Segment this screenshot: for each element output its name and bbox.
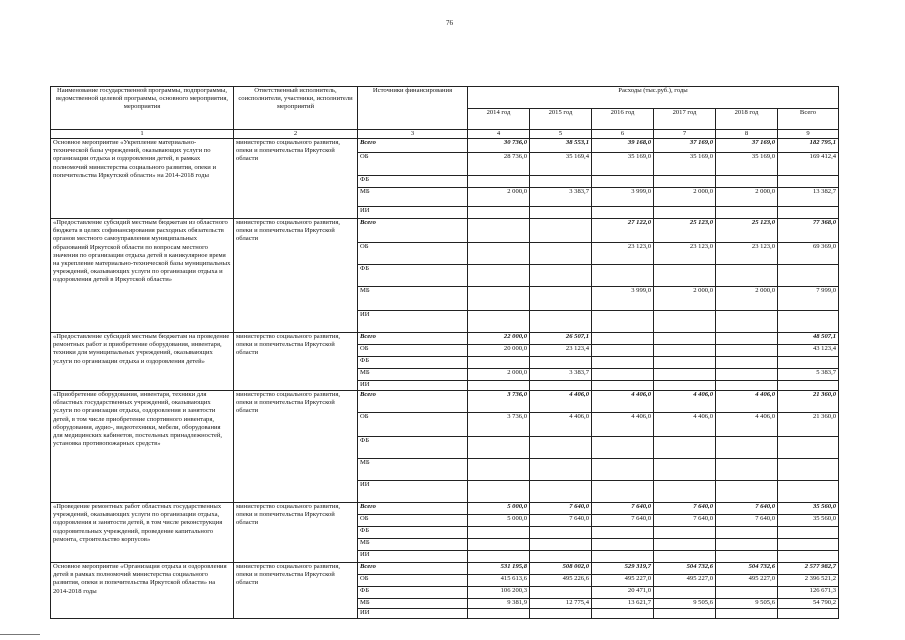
year-value-cell (654, 587, 716, 599)
year-value-cell: 37 169,0 (716, 139, 778, 153)
total-value-cell (778, 265, 839, 287)
year-value-cell (716, 265, 778, 287)
executor-name: министерство социального развития, опеки и попечительства Иркутской области (234, 333, 358, 391)
year-value-cell: 3 736,0 (468, 391, 530, 413)
total-value-cell: 2 396 521,2 (778, 575, 839, 587)
funding-source: ФБ (358, 587, 468, 599)
funding-source: ОБ (358, 515, 468, 527)
year-value-cell (592, 527, 654, 539)
year-value-cell (716, 459, 778, 481)
year-value-cell: 7 640,0 (592, 503, 654, 515)
year-value-cell (530, 381, 592, 391)
year-value-cell (716, 551, 778, 563)
year-value-cell: 35 169,0 (654, 153, 716, 176)
column-number: 8 (716, 130, 778, 139)
table-row (51, 139, 839, 153)
year-value-cell: 7 640,0 (654, 515, 716, 527)
total-value-cell: 35 560,0 (778, 515, 839, 527)
funding-source: ОБ (358, 413, 468, 437)
year-value-cell (654, 357, 716, 369)
year-value-cell (654, 609, 716, 619)
year-value-cell: 495 226,6 (530, 575, 592, 587)
year-value-cell: 2 000,0 (654, 188, 716, 207)
year-value-cell: 3 999,0 (592, 188, 654, 207)
column-number: 3 (358, 130, 468, 139)
year-value-cell (654, 527, 716, 539)
year-value-cell: 4 406,0 (716, 391, 778, 413)
year-value-cell (530, 287, 592, 311)
funding-source: МБ (358, 459, 468, 481)
funding-source: Всего (358, 333, 468, 345)
total-value-cell: 7 999,0 (778, 287, 839, 311)
year-value-cell (530, 219, 592, 243)
year-value-cell (468, 243, 530, 265)
year-value-cell (654, 481, 716, 503)
year-value-cell: 7 640,0 (716, 503, 778, 515)
year-value-cell: 3 383,7 (530, 188, 592, 207)
total-value-cell (778, 609, 839, 619)
year-value-cell (592, 381, 654, 391)
total-value-cell: 54 790,2 (778, 599, 839, 609)
activity-name: Основное мероприятие «Организация отдыха и оздоровления детей в рамках полномочий министерства социального развития, опеки и попечительства Иркутской области» на 2014-2018 годы (51, 563, 234, 619)
year-value-cell (530, 481, 592, 503)
year-value-cell (592, 459, 654, 481)
year-value-cell (468, 539, 530, 551)
header-source: Источники финансирования (358, 87, 468, 130)
year-value-cell (654, 459, 716, 481)
year-value-cell: 5 000,0 (468, 515, 530, 527)
table-row (51, 563, 839, 575)
total-value-cell: 43 123,4 (778, 345, 839, 357)
column-number: 2 (234, 130, 358, 139)
year-value-cell: 495 227,0 (716, 575, 778, 587)
year-value-cell: 7 640,0 (654, 503, 716, 515)
funding-source: МБ (358, 539, 468, 551)
year-value-cell (530, 357, 592, 369)
header-year: 2016 год (592, 109, 654, 130)
year-value-cell (654, 333, 716, 345)
executor-name: министерство социального развития, опеки и попечительства Иркутской области (234, 391, 358, 503)
year-value-cell: 2 000,0 (716, 287, 778, 311)
year-value-cell: 20 000,0 (468, 345, 530, 357)
page-number: 76 (446, 19, 453, 27)
funding-source: Всего (358, 503, 468, 515)
year-value-cell: 495 227,0 (592, 575, 654, 587)
total-value-cell: 35 560,0 (778, 503, 839, 515)
year-value-cell (592, 437, 654, 459)
funding-source: Всего (358, 563, 468, 575)
year-value-cell (592, 333, 654, 345)
funding-source: Всего (358, 391, 468, 413)
year-value-cell (592, 345, 654, 357)
total-value-cell (778, 459, 839, 481)
year-value-cell: 4 406,0 (654, 413, 716, 437)
year-value-cell: 4 406,0 (654, 391, 716, 413)
year-value-cell (654, 265, 716, 287)
page-edge-line (0, 634, 40, 635)
year-value-cell (716, 437, 778, 459)
year-value-cell: 3 999,0 (592, 287, 654, 311)
year-value-cell: 22 000,0 (468, 333, 530, 345)
activity-name: «Предоставление субсидий местным бюджетам из областного бюджета в целях софинансирования расходных обязательств органов местного самоуправления муниципальных образований Иркутской области по вопросам местного значения по организации отдыха детей в каникулярное время на укрепление материально-технической базы муниципальных учреждений, оказывающих услуги по организации отдыха и оздоровления детей в Иркутской области» (51, 219, 234, 333)
year-value-cell (592, 609, 654, 619)
year-value-cell (468, 311, 530, 333)
year-value-cell: 2 000,0 (468, 188, 530, 207)
funding-source: ФБ (358, 357, 468, 369)
year-value-cell: 12 775,4 (530, 599, 592, 609)
column-number: 4 (468, 130, 530, 139)
year-value-cell (468, 459, 530, 481)
year-value-cell (592, 176, 654, 188)
year-value-cell: 2 000,0 (716, 188, 778, 207)
total-value-cell (778, 176, 839, 188)
header-expenses: Расходы (тыс.руб.), годы (468, 87, 839, 109)
year-value-cell: 25 123,0 (654, 219, 716, 243)
total-value-cell: 169 412,4 (778, 153, 839, 176)
year-value-cell (654, 381, 716, 391)
year-value-cell: 35 169,0 (716, 153, 778, 176)
header-total: Всего (778, 109, 839, 130)
total-value-cell: 69 369,0 (778, 243, 839, 265)
year-value-cell: 23 123,0 (716, 243, 778, 265)
year-value-cell (530, 437, 592, 459)
year-value-cell: 38 553,1 (530, 139, 592, 153)
activity-name: «Приобретение оборудования, инвентаря, техники для областных государственных учреждений, оказывающих услуги по организации отдыха, оздоровления и занятости детей, в том числе приобретение спортивного инвентаря, оборудования, аудио-, видеотехники, мебели, оборудования для медицинских кабинетов, постельных принадлежностей, установка противопожарных средств» (51, 391, 234, 503)
funding-source: ОБ (358, 243, 468, 265)
year-value-cell: 7 640,0 (530, 515, 592, 527)
year-value-cell (468, 609, 530, 619)
year-value-cell (654, 207, 716, 219)
year-value-cell: 7 640,0 (716, 515, 778, 527)
year-value-cell (530, 207, 592, 219)
year-value-cell (468, 176, 530, 188)
year-value-cell: 504 732,6 (654, 563, 716, 575)
year-value-cell: 23 123,0 (654, 243, 716, 265)
total-value-cell (778, 437, 839, 459)
year-value-cell: 2 000,0 (468, 369, 530, 381)
year-value-cell (716, 333, 778, 345)
year-value-cell (530, 459, 592, 481)
table-row (51, 503, 839, 515)
year-value-cell (530, 551, 592, 563)
column-number: 5 (530, 130, 592, 139)
year-value-cell (530, 243, 592, 265)
total-value-cell: 48 507,1 (778, 333, 839, 345)
year-value-cell (716, 481, 778, 503)
year-value-cell (592, 311, 654, 333)
funding-source: ОБ (358, 575, 468, 587)
year-value-cell: 2 000,0 (654, 287, 716, 311)
year-value-cell (716, 609, 778, 619)
header-executor: Ответственный исполнитель, соисполнители, участники, исполнители мероприятий (234, 87, 358, 130)
total-value-cell (778, 481, 839, 503)
year-value-cell (468, 551, 530, 563)
year-value-cell: 35 169,0 (592, 153, 654, 176)
total-value-cell (778, 539, 839, 551)
year-value-cell: 25 123,0 (716, 219, 778, 243)
year-value-cell: 415 613,6 (468, 575, 530, 587)
year-value-cell (468, 219, 530, 243)
column-number: 7 (654, 130, 716, 139)
column-number: 6 (592, 130, 654, 139)
year-value-cell (654, 345, 716, 357)
year-value-cell: 23 123,0 (592, 243, 654, 265)
year-value-cell (716, 527, 778, 539)
year-value-cell: 27 122,0 (592, 219, 654, 243)
total-value-cell: 21 360,0 (778, 391, 839, 413)
table-row (51, 391, 839, 413)
year-value-cell (592, 551, 654, 563)
total-value-cell: 5 383,7 (778, 369, 839, 381)
year-value-cell: 35 169,4 (530, 153, 592, 176)
year-value-cell: 495 227,0 (654, 575, 716, 587)
funding-source: МБ (358, 599, 468, 609)
year-value-cell: 3 383,7 (530, 369, 592, 381)
year-value-cell: 9 381,9 (468, 599, 530, 609)
funding-source: ИИ (358, 381, 468, 391)
total-value-cell: 182 795,1 (778, 139, 839, 153)
year-value-cell (592, 265, 654, 287)
year-value-cell: 508 002,0 (530, 563, 592, 575)
funding-source: ИИ (358, 311, 468, 333)
activity-name: Основное мероприятие «Укрепление материально-технической базы учреждений, оказывающих услуги по организации отдыха и оздоровления детей, в рамках полномочий министерства социального развития, опеки и попечительства Иркутской области» на 2014-2018 годы (51, 139, 234, 219)
header-year: 2014 год (468, 109, 530, 130)
funding-source: ОБ (358, 345, 468, 357)
total-value-cell (778, 381, 839, 391)
table-row (51, 333, 839, 345)
total-value-cell (778, 551, 839, 563)
year-value-cell: 4 406,0 (530, 413, 592, 437)
activity-name: «Предоставление субсидий местным бюджетам на проведение ремонтных работ и приобретение оборудования, инвентаря, техники для муниципальных учреждений, оказывающих услуги по организации отдыха и оздоровления детей» (51, 333, 234, 391)
year-value-cell: 26 507,1 (530, 333, 592, 345)
funding-source: ФБ (358, 527, 468, 539)
table-body (51, 139, 839, 619)
year-value-cell (654, 176, 716, 188)
funding-source: ИИ (358, 207, 468, 219)
header-year: 2017 год (654, 109, 716, 130)
year-value-cell (654, 539, 716, 551)
total-value-cell: 126 671,3 (778, 587, 839, 599)
executor-name: министерство социального развития, опеки и попечительства Иркутской области (234, 563, 358, 619)
year-value-cell: 37 169,0 (654, 139, 716, 153)
year-value-cell: 4 406,0 (592, 391, 654, 413)
funding-source: ИИ (358, 551, 468, 563)
year-value-cell (468, 381, 530, 391)
year-value-cell: 5 000,0 (468, 503, 530, 515)
year-value-cell (716, 345, 778, 357)
year-value-cell (592, 481, 654, 503)
total-value-cell: 21 360,0 (778, 413, 839, 437)
year-value-cell: 529 319,7 (592, 563, 654, 575)
total-value-cell (778, 527, 839, 539)
total-value-cell (778, 311, 839, 333)
year-value-cell (530, 176, 592, 188)
year-value-cell (530, 587, 592, 599)
funding-source: Всего (358, 139, 468, 153)
column-number: 9 (778, 130, 839, 139)
funding-source: ИИ (358, 481, 468, 503)
year-value-cell: 531 195,8 (468, 563, 530, 575)
year-value-cell (468, 287, 530, 311)
funding-source: ФБ (358, 437, 468, 459)
funding-source: ИИ (358, 609, 468, 619)
year-value-cell (716, 357, 778, 369)
year-value-cell (468, 437, 530, 459)
year-value-cell (654, 311, 716, 333)
year-value-cell: 9 505,6 (716, 599, 778, 609)
total-value-cell (778, 357, 839, 369)
year-value-cell (592, 369, 654, 381)
total-value-cell: 13 382,7 (778, 188, 839, 207)
year-value-cell (716, 176, 778, 188)
year-value-cell: 13 621,7 (592, 599, 654, 609)
year-value-cell (592, 539, 654, 551)
executor-name: министерство социального развития, опеки и попечительства Иркутской области (234, 503, 358, 563)
executor-name: министерство социального развития, опеки и попечительства Иркутской области (234, 139, 358, 219)
executor-name: министерство социального развития, опеки и попечительства Иркутской области (234, 219, 358, 333)
year-value-cell (716, 539, 778, 551)
column-number: 1 (51, 130, 234, 139)
year-value-cell (468, 481, 530, 503)
year-value-cell: 3 736,0 (468, 413, 530, 437)
year-value-cell: 9 505,6 (654, 599, 716, 609)
year-value-cell: 20 471,0 (592, 587, 654, 599)
funding-source: ОБ (358, 153, 468, 176)
year-value-cell (654, 551, 716, 563)
year-value-cell: 7 640,0 (592, 515, 654, 527)
year-value-cell (468, 265, 530, 287)
activity-name: «Проведение ремонтных работ областных государственных учреждений, оказывающих услуги по организации отдыха, оздоровления и занятости детей, в том числе реконструкция оздоровительных учреждений, проведение капитального ремонта, строительство корпусов» (51, 503, 234, 563)
year-value-cell (654, 437, 716, 459)
funding-source: МБ (358, 188, 468, 207)
header-year: 2018 год (716, 109, 778, 130)
table-row (51, 219, 839, 243)
year-value-cell: 4 406,0 (716, 413, 778, 437)
funding-source: Всего (358, 219, 468, 243)
total-value-cell: 77 368,0 (778, 219, 839, 243)
year-value-cell: 4 406,0 (530, 391, 592, 413)
year-value-cell: 106 200,3 (468, 587, 530, 599)
year-value-cell (530, 609, 592, 619)
year-value-cell (530, 311, 592, 333)
year-value-cell (530, 265, 592, 287)
budget-table (50, 86, 839, 619)
funding-source: ФБ (358, 176, 468, 188)
year-value-cell (530, 527, 592, 539)
year-value-cell (592, 357, 654, 369)
year-value-cell (468, 527, 530, 539)
funding-source: МБ (358, 287, 468, 311)
year-value-cell: 28 736,0 (468, 153, 530, 176)
year-value-cell (716, 311, 778, 333)
year-value-cell: 23 123,4 (530, 345, 592, 357)
year-value-cell (530, 539, 592, 551)
year-value-cell: 7 640,0 (530, 503, 592, 515)
year-value-cell (468, 357, 530, 369)
year-value-cell: 504 732,6 (716, 563, 778, 575)
year-value-cell (716, 369, 778, 381)
year-value-cell (654, 369, 716, 381)
year-value-cell (468, 207, 530, 219)
year-value-cell (716, 587, 778, 599)
year-value-cell (716, 207, 778, 219)
year-value-cell (592, 207, 654, 219)
funding-source: ФБ (358, 265, 468, 287)
total-value-cell: 2 577 982,7 (778, 563, 839, 575)
total-value-cell (778, 207, 839, 219)
header-year: 2015 год (530, 109, 592, 130)
header-name: Наименование государственной программы, подпрограммы, ведомственной целевой программы, основного мероприятия, мероприятия (51, 87, 234, 130)
year-value-cell: 39 168,0 (592, 139, 654, 153)
year-value-cell (716, 381, 778, 391)
year-value-cell: 30 736,0 (468, 139, 530, 153)
funding-source: МБ (358, 369, 468, 381)
year-value-cell: 4 406,0 (592, 413, 654, 437)
